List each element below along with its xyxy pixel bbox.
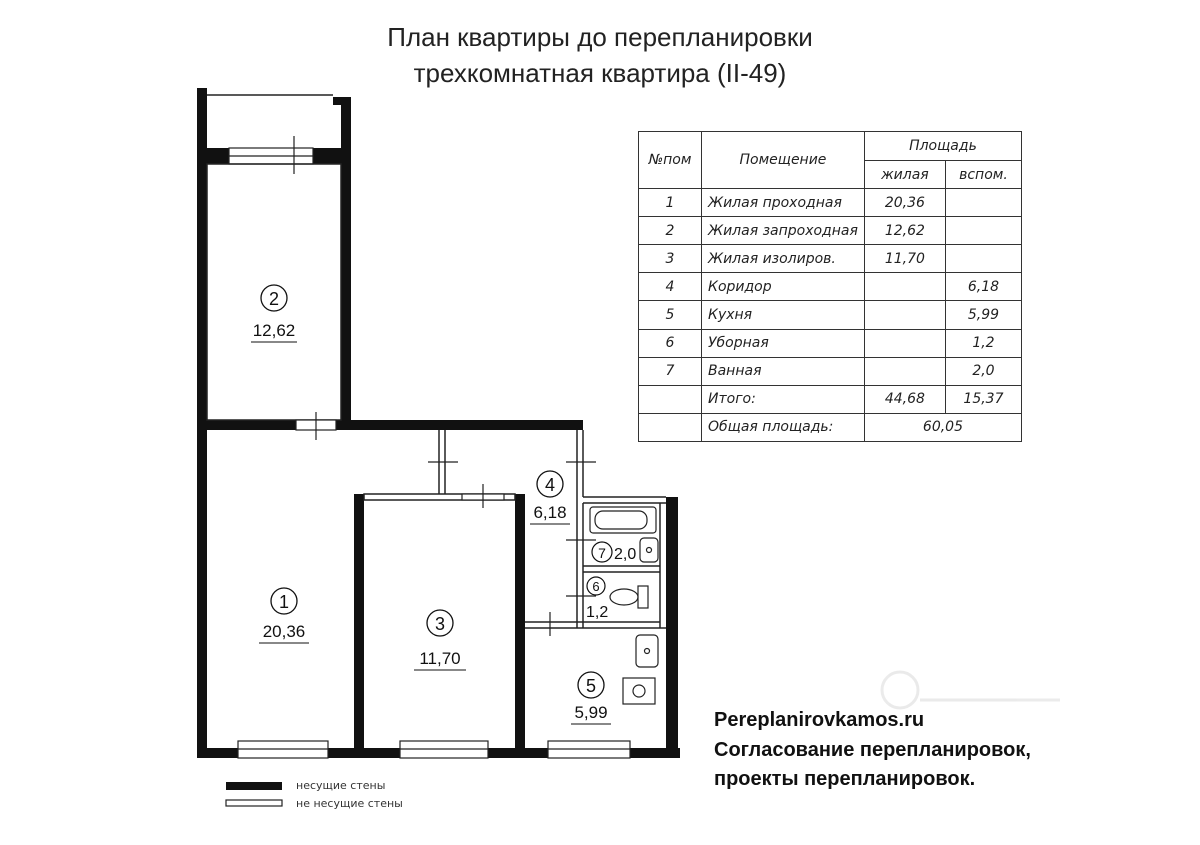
header-area: Площадь (864, 132, 1021, 161)
plan-title-line2: трехкомнатная квартира (II-49) (413, 58, 787, 88)
overall-value: 60,05 (864, 413, 1021, 441)
total-aux: 15,37 (945, 385, 1021, 413)
table-row (639, 301, 1022, 329)
room-label-3 (414, 610, 466, 670)
header-living: жилая (864, 161, 945, 189)
svg-text:12,62: 12,62 (252, 321, 296, 340)
cell-aux: 2,0 (945, 357, 1021, 385)
svg-text:5,99: 5,99 (574, 703, 608, 722)
cell-living: 12,62 (864, 217, 945, 245)
cell-living (864, 329, 945, 357)
door-marks (294, 136, 596, 636)
svg-text:1,2: 1,2 (586, 604, 609, 621)
table-row (639, 245, 1022, 273)
table-row (639, 273, 1022, 301)
table-total-row (639, 385, 1022, 413)
svg-text:6,18: 6,18 (533, 503, 567, 522)
cell-num (639, 413, 702, 441)
header-room: Помещение (702, 132, 865, 189)
svg-text:3: 3 (434, 614, 446, 634)
bathtub-icon (590, 507, 656, 533)
room-label-7 (592, 542, 636, 563)
svg-text:1: 1 (278, 592, 290, 612)
cell-living (864, 357, 945, 385)
cell-num: 7 (639, 357, 702, 385)
cell-num: 6 (639, 329, 702, 357)
cell-name: Кухня (702, 301, 865, 329)
cell-num: 3 (639, 245, 702, 273)
svg-text:6: 6 (592, 579, 600, 594)
table-row (639, 217, 1022, 245)
kitchen-sink-icon (636, 635, 658, 667)
cell-aux (945, 217, 1021, 245)
cell-name: Жилая запроходная (702, 217, 865, 245)
cell-name: Жилая проходная (702, 189, 865, 217)
cell-num: 2 (639, 217, 702, 245)
svg-text:4: 4 (544, 475, 556, 495)
legend-swatches (226, 782, 282, 806)
overall-label: Общая площадь: (702, 413, 865, 441)
cell-aux (945, 245, 1021, 273)
svg-text:2: 2 (268, 289, 280, 309)
total-living: 44,68 (864, 385, 945, 413)
cell-name: Уборная (702, 329, 865, 357)
table-overall-row (639, 413, 1022, 441)
toilet-icon (610, 586, 648, 608)
header-num: №пом (639, 132, 702, 189)
sink-icon (640, 538, 658, 562)
svg-text:20,36: 20,36 (262, 622, 306, 641)
cell-living: 20,36 (864, 189, 945, 217)
cell-name: Жилая изолиров. (702, 245, 865, 273)
cell-living (864, 301, 945, 329)
svg-text:5: 5 (585, 676, 597, 696)
plan-title-line1: План квартиры до перепланировки (387, 22, 813, 52)
room-label-4 (530, 471, 570, 524)
cell-aux: 6,18 (945, 273, 1021, 301)
brand-site: Pereplanirovkamos.ru (714, 709, 925, 731)
cell-aux: 1,2 (945, 329, 1021, 357)
cell-living: 11,70 (864, 245, 945, 273)
svg-text:2,0: 2,0 (614, 546, 637, 563)
room-label-2 (251, 285, 297, 342)
header-aux: вспом. (945, 161, 1021, 189)
total-label: Итого: (702, 385, 865, 413)
cell-aux: 5,99 (945, 301, 1021, 329)
legend-nonbearing-label: не несущие стены (296, 797, 403, 810)
svg-text:11,70: 11,70 (419, 649, 461, 668)
stove-icon (623, 678, 655, 704)
cell-aux (945, 189, 1021, 217)
room-label-5 (571, 672, 611, 724)
brand-line2: проекты перепланировок. (714, 768, 976, 790)
cell-num: 5 (639, 301, 702, 329)
cell-num: 1 (639, 189, 702, 217)
watermark (882, 672, 1060, 708)
brand-line1: Согласование перепланировок, (714, 739, 1031, 761)
room-label-6 (586, 577, 608, 621)
cell-name: Ванная (702, 357, 865, 385)
cell-num: 4 (639, 273, 702, 301)
table-row (639, 189, 1022, 217)
svg-text:7: 7 (598, 545, 606, 561)
cell-living (864, 273, 945, 301)
table-row (639, 357, 1022, 385)
cell-num (639, 385, 702, 413)
table-row (639, 329, 1022, 357)
area-table (638, 131, 1022, 442)
legend-bearing-label: несущие стены (296, 779, 386, 792)
room-label-1 (259, 588, 309, 643)
cell-name: Коридор (702, 273, 865, 301)
